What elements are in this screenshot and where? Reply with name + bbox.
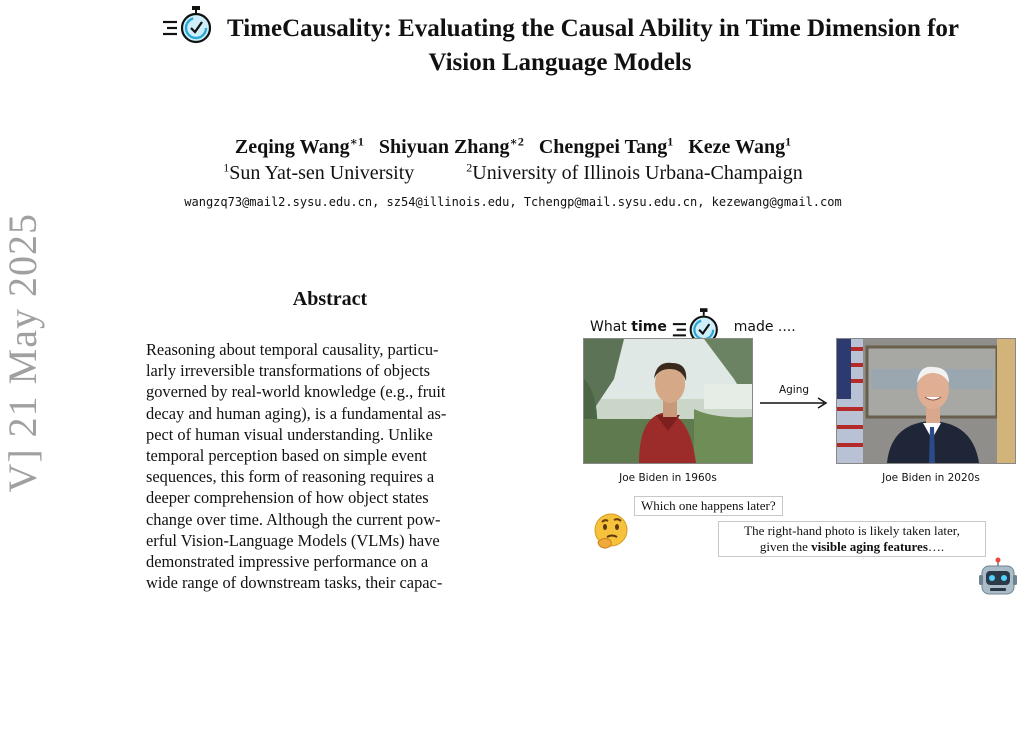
affiliation-list bbox=[0, 160, 1026, 185]
author-emails: wangzq73@mail2.sysu.edu.cn, sz54@illinois.edu, Tchengp@mail.sysu.edu.cn, kezewang@gmail.com bbox=[184, 195, 842, 209]
abstract-line: larly irreversible transformations of objects bbox=[146, 361, 431, 381]
abstract-line: erful Vision-Language Models (VLMs) have bbox=[146, 530, 440, 550]
abstract-line: wide range of downstream tasks, their capac- bbox=[146, 573, 443, 593]
question-bubble: Which one happens later? bbox=[634, 496, 783, 516]
aging-label: Aging bbox=[778, 384, 810, 396]
right-photo-caption: Joe Biden in 2020s bbox=[882, 472, 980, 484]
abstract-line: pect of human visual understanding. Unlike bbox=[146, 424, 433, 444]
young-biden-photo bbox=[583, 338, 753, 464]
author-list bbox=[0, 134, 1026, 159]
author: Shiyuan Zhang$^{∗2}$ bbox=[378, 134, 524, 158]
abstract-line: deeper comprehension of how object states bbox=[146, 488, 429, 508]
arxiv-stamp: V] 21 May 2025 bbox=[0, 213, 45, 493]
affiliation: $^1$Sun Yat-sen University bbox=[223, 160, 415, 184]
figure-caption: What time made .... bbox=[590, 306, 796, 344]
paper-title bbox=[100, 12, 1020, 80]
answer-bubble: The right-hand photo is likely taken later, given the visible aging features…. bbox=[718, 521, 986, 557]
aging-arrow bbox=[758, 396, 830, 410]
title-line-1: TimeCausality: Evaluating the Causal Ability in Time Dimension for bbox=[226, 15, 960, 42]
abstract-heading: Abstract bbox=[292, 288, 368, 310]
abstract-line: Reasoning about temporal causality, particu- bbox=[146, 340, 439, 359]
abstract-line: decay and human aging), is a fundamental as- bbox=[146, 403, 447, 423]
abstract-line: sequences, this form of reasoning requires a bbox=[146, 467, 435, 487]
thinking-face-icon bbox=[592, 512, 630, 550]
author: Keze Wang$^1$ bbox=[688, 134, 792, 158]
abstract-line: temporal perception based on simple event bbox=[146, 446, 427, 466]
left-photo-caption: Joe Biden in 1960s bbox=[619, 472, 717, 484]
older-biden-photo bbox=[836, 338, 1016, 464]
abstract-line: governed by real-world knowledge (e.g., fruit bbox=[146, 382, 446, 402]
author: Zeqing Wang$^{∗1}$ bbox=[234, 134, 364, 158]
abstract-line: demonstrated impressive performance on a bbox=[146, 552, 429, 572]
abstract-line: change over time. Although the current pow- bbox=[146, 509, 441, 529]
title-line-2: Vision Language Models bbox=[428, 49, 692, 76]
author: Chengpei Tang$^1$ bbox=[538, 134, 674, 158]
affiliation: $^2$University of Illinois Urbana-Champaign bbox=[466, 160, 803, 184]
abstract-body bbox=[146, 339, 519, 593]
stopwatch-icon bbox=[161, 12, 223, 42]
robot-icon bbox=[978, 557, 1018, 599]
